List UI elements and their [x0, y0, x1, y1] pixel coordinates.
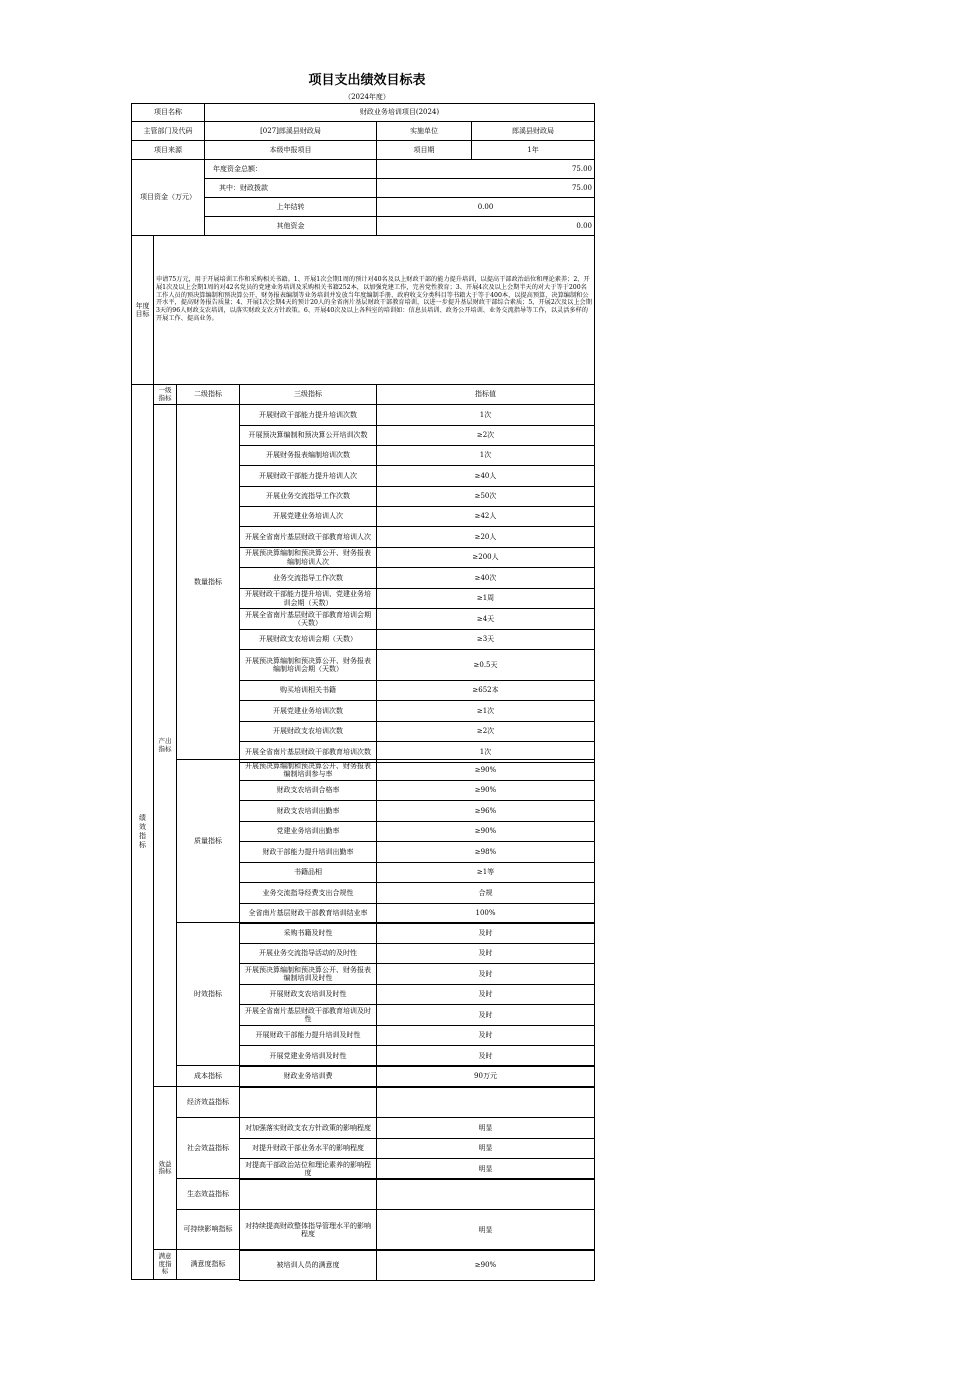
- quality-indicator-value: ≥90%: [376, 821, 595, 842]
- timeliness-indicator-name: 采购书籍及时性: [239, 922, 377, 944]
- benefit-indicators-label: 效益指标: [153, 1086, 177, 1250]
- quantity-indicator-value: 1次: [376, 741, 595, 763]
- quality-indicator-value: ≥96%: [376, 800, 595, 822]
- quantity-indicator-value: ≥2次: [376, 721, 595, 742]
- timeliness-indicator-value: 及时: [376, 984, 595, 1005]
- timeliness-indicator-name: 开展财政支农培训及时性: [239, 984, 377, 1005]
- col-level3-header: 三级指标: [239, 384, 377, 405]
- quantity-indicator-value: ≥2次: [376, 425, 595, 446]
- quantity-indicator-value: ≥652本: [376, 680, 595, 701]
- quality-indicator-value: ≥98%: [376, 841, 595, 863]
- quantity-indicator-value: ≥42人: [376, 506, 595, 527]
- ecological-benefit-label: 生态效益指标: [176, 1178, 240, 1210]
- quantity-indicator-name: 开展财务报表编制培训次数: [239, 445, 377, 466]
- quality-indicator-value: ≥90%: [376, 759, 595, 781]
- quantity-indicator-name: 开展预决算编制和预决算公开、财务报表编制培训人次: [239, 547, 377, 568]
- satisfaction-indicator-name: 被培训人员的满意度: [239, 1249, 377, 1281]
- timeliness-indicator-value: 及时: [376, 1025, 595, 1046]
- quantity-indicator-value: ≥1次: [376, 700, 595, 722]
- period-label: 项目期: [376, 140, 472, 160]
- project-name-value: 财政业务培训项目(2024): [204, 103, 595, 122]
- quantity-indicator-name: 开展业务交流指导工作次数: [239, 486, 377, 507]
- quantity-indicator-value: 1次: [376, 404, 595, 426]
- quality-indicator-name: 书籍品相: [239, 862, 377, 883]
- timeliness-indicator-name: 开展预决算编制和预决算公开、财务报表编制培训及时性: [239, 963, 377, 985]
- goal-label: 年度目标: [131, 235, 154, 385]
- quantity-indicator-value: ≥1周: [376, 588, 595, 609]
- quantity-indicator-value: ≥40人: [376, 465, 595, 487]
- social-indicator-name: 对提高干部政治站位和理论素养的影响程度: [239, 1158, 377, 1180]
- timeliness-indicator-value: 及时: [376, 963, 595, 985]
- indicators-section-label: 绩效指标: [131, 384, 154, 1280]
- social-indicator-name: 对加强落实财政支农方针政策的影响程度: [239, 1117, 377, 1139]
- timeliness-indicator-value: 及时: [376, 1045, 595, 1067]
- goal-text: 申请75万元，用于开展培训工作和采购相关书籍。1、开展1次会期1周的预计对40名及以上财政干部的能力提升培训，以提高干部政治站位和理论素养；2、开展1次及以上会期1周的对42名党员的党建业务培训及采购相关书籍252本，以加强党建工作，完善党性教育；3、开展4次及以上会期半天的对大于等于200名工作人员的预决算编制和预决算公开、财务报表编制等业务培训并发放当年度编制手册、政府收支分类科目等书籍大于等于400本，以提高预算、决算编制和公开水平，提高财务报告质量；4、开展1次会期4天的预计20人的全省南片基层财政干部教育培训，以进一步提升基层财政干部综合素质；5、开展2次及以上会期3天的96人财政支农培训，以落实财政支农方针政策。6、开展40次及以上各科室的培训如：信息员培训、政务公开培训、业务交流指导等工作，以灵活多样的开展工作、提高业务。: [153, 235, 595, 385]
- quantity-indicator-name: 开展财政支农培训次数: [239, 721, 377, 742]
- funds-label: 项目资金（万元）: [131, 159, 205, 236]
- page-subtitle: （2024年度）: [344, 93, 390, 101]
- timeliness-indicator-value: 及时: [376, 922, 595, 944]
- economic-benefit-label: 经济效益指标: [176, 1086, 240, 1118]
- timeliness-indicator-value: 及时: [376, 1004, 595, 1026]
- timeliness-indicators-label: 时效指标: [176, 922, 240, 1066]
- output-indicators-label: 产出指标: [153, 404, 177, 1087]
- quality-indicators-label: 质量指标: [176, 759, 240, 923]
- source-label: 项目来源: [131, 140, 205, 160]
- quantity-indicator-name: 开展党建业务培训人次: [239, 506, 377, 527]
- quantity-indicator-value: ≥4天: [376, 608, 595, 630]
- dept-value: [027]郎溪县财政局: [204, 121, 377, 141]
- quantity-indicator-value: ≥20人: [376, 526, 595, 548]
- performance-target-table: [131, 103, 595, 1280]
- timeliness-indicator-name: 开展党建业务培训及时性: [239, 1045, 377, 1067]
- cost-indicator-name: 财政业务培训费: [239, 1065, 377, 1088]
- quantity-indicator-name: 开展预决算编制和预决算公开、财务报表编制培训会期（天数）: [239, 649, 377, 681]
- cost-indicators-label: 成本指标: [176, 1065, 240, 1087]
- satisfaction-sub-label: 满意度指标: [176, 1249, 240, 1280]
- col-level1-header: 一级指标: [153, 384, 177, 405]
- satisfaction-indicator-value: ≥90%: [376, 1249, 595, 1281]
- quantity-indicator-value: ≥200人: [376, 547, 595, 568]
- quality-indicator-name: 财政干部能力提升培训出勤率: [239, 841, 377, 863]
- quantity-indicator-name: 开展预决算编制和预决算公开培训次数: [239, 425, 377, 446]
- unit-label: 实施单位: [376, 121, 472, 141]
- quantity-indicator-name: 开展财政支农培训会期（天数）: [239, 629, 377, 650]
- quantity-indicator-name: 开展全省南片基层财政干部教育培训会期（天数）: [239, 608, 377, 630]
- sustain-indicator-name: 对持续提高财政整体指导管理水平的影响程度: [239, 1209, 377, 1251]
- cost-indicator-value: 90万元: [376, 1065, 595, 1088]
- quantity-indicator-value: ≥0.5天: [376, 649, 595, 681]
- quantity-indicator-value: ≥40次: [376, 567, 595, 589]
- ecological-empty-name: [239, 1178, 377, 1210]
- quantity-indicator-name: 购买培训相关书籍: [239, 680, 377, 701]
- quantity-indicator-name: 开展财政干部能力提升培训人次: [239, 465, 377, 487]
- carryover-label: 上年结转: [204, 197, 377, 217]
- quantity-indicator-value: 1次: [376, 445, 595, 466]
- ecological-empty-value: [376, 1178, 595, 1210]
- quantity-indicator-value: ≥3天: [376, 629, 595, 650]
- sustainable-impact-label: 可持续影响指标: [176, 1209, 240, 1250]
- annual-total-label: 年度资金总额：: [204, 159, 377, 179]
- quality-indicator-value: 100%: [376, 903, 595, 924]
- timeliness-indicator-name: 开展全省南片基层财政干部教育培训及时性: [239, 1004, 377, 1026]
- page-title: 项目支出绩效目标表: [308, 73, 426, 88]
- quantity-indicator-name: 开展全省南片基层财政干部教育培训次数: [239, 741, 377, 763]
- other-value: 0.00: [376, 216, 595, 236]
- fiscal-label: 其中：财政拨款: [204, 178, 377, 198]
- period-value: 1年: [471, 140, 595, 160]
- quality-indicator-value: 合规: [376, 882, 595, 904]
- economic-empty-name: [239, 1086, 377, 1118]
- quantity-indicators-label: 数量指标: [176, 404, 240, 760]
- timeliness-indicator-name: 开展业务交流指导活动的及时性: [239, 943, 377, 964]
- social-indicator-value: 明显: [376, 1117, 595, 1139]
- timeliness-indicator-value: 及时: [376, 943, 595, 964]
- quantity-indicator-name: 业务交流指导工作次数: [239, 567, 377, 589]
- social-indicator-name: 对提升财政干部业务水平的影响程度: [239, 1138, 377, 1159]
- quality-indicator-name: 党建业务培训出勤率: [239, 821, 377, 842]
- social-indicator-value: 明显: [376, 1158, 595, 1180]
- quantity-indicator-name: 开展党建业务培训次数: [239, 700, 377, 722]
- quantity-indicator-name: 开展全省南片基层财政干部教育培训人次: [239, 526, 377, 548]
- sustain-indicator-value: 明显: [376, 1209, 595, 1251]
- quantity-indicator-name: 开展财政干部能力提升培训次数: [239, 404, 377, 426]
- social-benefit-label: 社会效益指标: [176, 1117, 240, 1179]
- quality-indicator-value: ≥1等: [376, 862, 595, 883]
- social-indicator-value: 明显: [376, 1138, 595, 1159]
- quality-indicator-name: 开展预决算编制和预决算公开、财务报表编制培训参与率: [239, 759, 377, 781]
- col-level2-header: 二级指标: [176, 384, 240, 405]
- fiscal-value: 75.00: [376, 178, 595, 198]
- source-value: 本级申报项目: [204, 140, 377, 160]
- quality-indicator-name: 财政支农培训合格率: [239, 780, 377, 801]
- unit-value: 郎溪县财政局: [471, 121, 595, 141]
- economic-empty-value: [376, 1086, 595, 1118]
- quality-indicator-name: 全省南片基层财政干部教育培训结业率: [239, 903, 377, 924]
- quality-indicator-name: 财政支农培训出勤率: [239, 800, 377, 822]
- col-value-header: 指标值: [376, 384, 595, 405]
- other-label: 其他资金: [204, 216, 377, 236]
- quality-indicator-name: 业务交流指导经费支出合规性: [239, 882, 377, 904]
- dept-label: 主管部门及代码: [131, 121, 205, 141]
- timeliness-indicator-name: 开展财政干部能力提升培训及时性: [239, 1025, 377, 1046]
- satisfaction-indicators-label: 满意度指标: [153, 1249, 177, 1280]
- carryover-value: 0.00: [376, 197, 595, 217]
- quality-indicator-value: ≥90%: [376, 780, 595, 801]
- quantity-indicator-name: 开展财政干部能力提升培训、党建业务培训会期（天数）: [239, 588, 377, 609]
- quantity-indicator-value: ≥50次: [376, 486, 595, 507]
- project-name-label: 项目名称: [131, 103, 205, 122]
- annual-total-value: 75.00: [376, 159, 595, 179]
